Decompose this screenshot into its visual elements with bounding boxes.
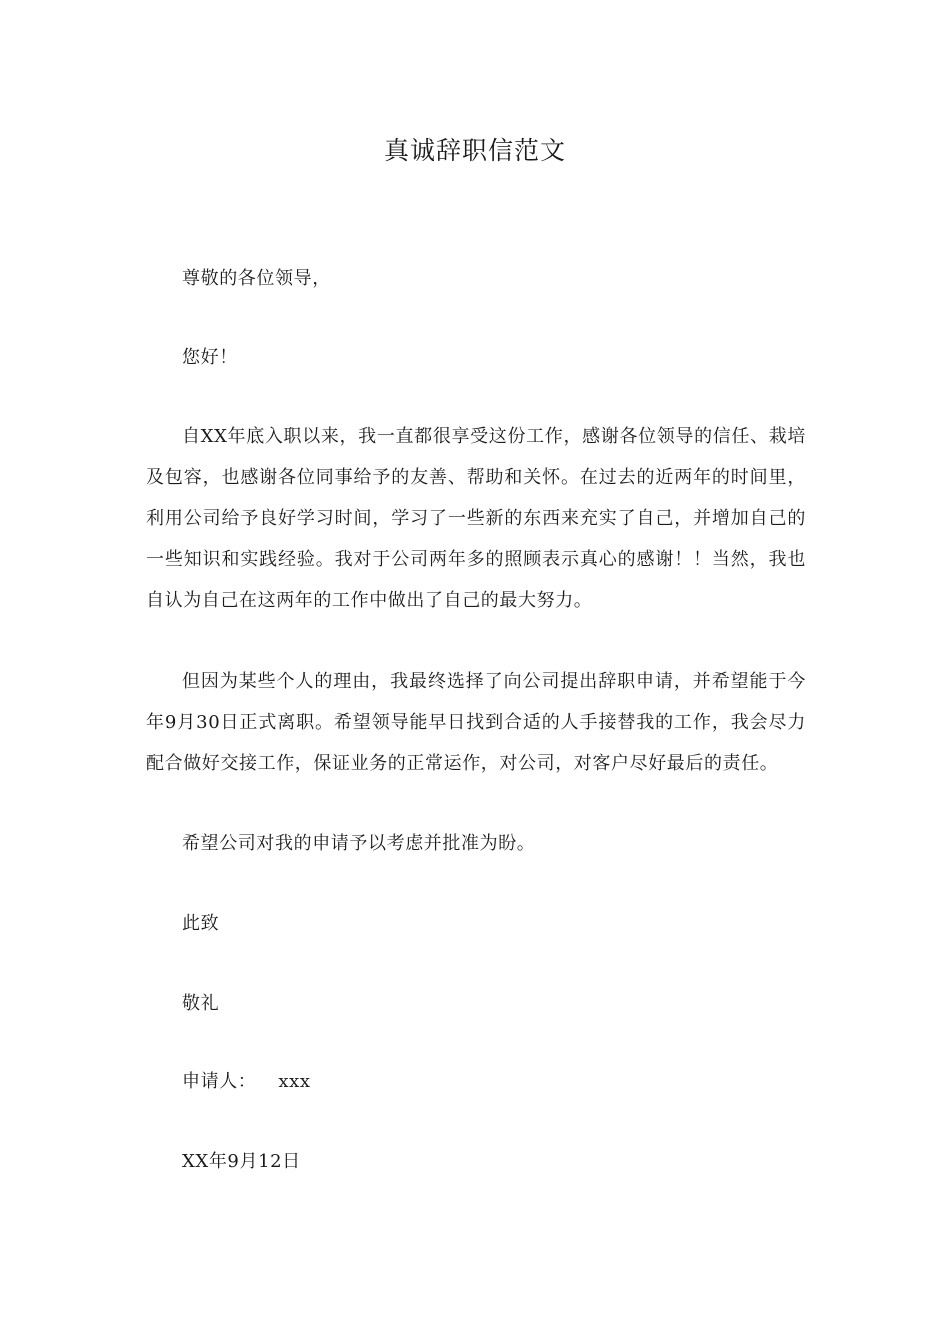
applicant-label: 申请人： bbox=[182, 1071, 257, 1092]
closing-line-2: 敬礼 bbox=[182, 993, 220, 1014]
document-title: 真诚辞职信范文 bbox=[383, 136, 566, 165]
applicant-name: xxx bbox=[278, 1071, 311, 1092]
body-paragraph-1: 自XX年底入职以来，我一直都很享受这份工作，感谢各位领导的信任、栽培及包容，也感谢各位同事给予的友善、帮助和关怀。在过去的近两年的时间里，利用公司给予良好学习时间，学习了一些新的东西来充实了自己，并增加自己的一些知识和实践经验。我对于公司两年多的照顾表示真心的感谢！！当然，我也自认为自己在这两年的工作中做出了自己的最大努力。 bbox=[146, 426, 806, 611]
date-line: XX年9月12日 bbox=[182, 1151, 301, 1172]
request-line: 希望公司对我的申请予以考虑并批准为盼。 bbox=[182, 833, 536, 854]
body-paragraph-2: 但因为某些个人的理由，我最终选择了向公司提出辞职申请，并希望能于今年9月30日正式离职。希望领导能早日找到合适的人手接替我的工作，我会尽力配合做好交接工作，保证业务的正常运作，对公司，对客户尽好最后的责任。 bbox=[146, 671, 806, 774]
applicant-line bbox=[182, 1061, 311, 1102]
greeting: 您好！ bbox=[182, 347, 238, 368]
closing-line-1: 此致 bbox=[182, 913, 220, 934]
salutation: 尊敬的各位领导， bbox=[182, 268, 331, 289]
